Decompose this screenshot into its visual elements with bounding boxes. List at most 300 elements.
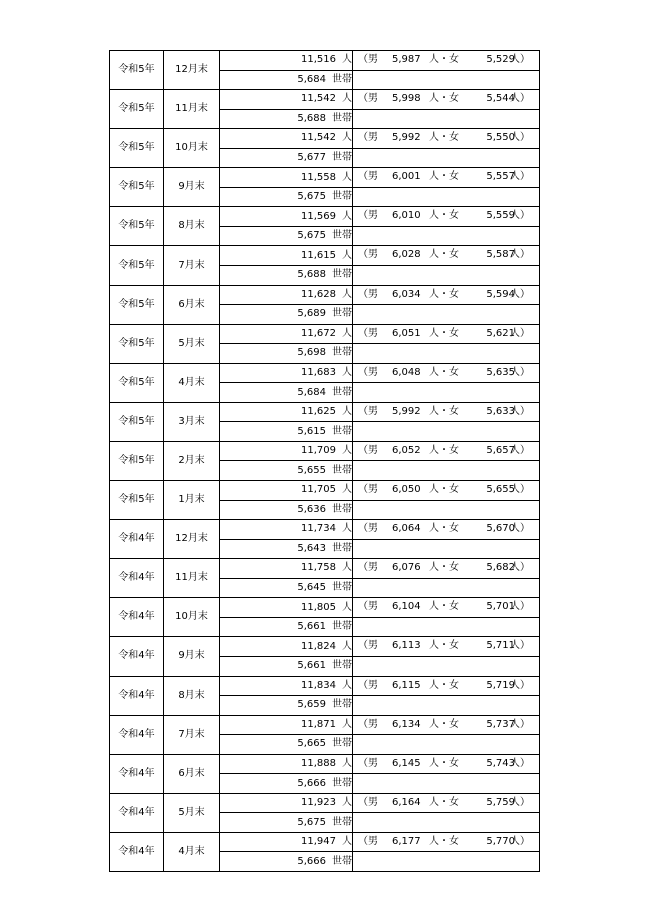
population-value: 11,625 [301, 406, 336, 418]
male-label: （男 [358, 171, 378, 183]
blank-cell [353, 422, 540, 442]
population-cell [220, 441, 353, 461]
households-value: 5,615 [297, 425, 326, 437]
persons-unit: 人 [342, 836, 352, 848]
population-value: 11,683 [301, 367, 336, 379]
persons-unit: 人 [342, 562, 352, 574]
households-cell [220, 187, 353, 207]
persons-unit: 人 [342, 640, 352, 652]
population-cell [220, 637, 353, 657]
households-value: 5,688 [297, 112, 326, 124]
era-cell: 令和5年 [110, 441, 164, 480]
households-unit: 世帯 [332, 542, 352, 554]
persons-unit: 人 [342, 445, 352, 457]
households-unit: 世帯 [332, 347, 352, 359]
population-value: 11,542 [301, 132, 336, 144]
record-row-population [110, 363, 540, 383]
population-cell [220, 129, 353, 149]
era-cell: 令和5年 [110, 129, 164, 168]
households-value: 5,688 [297, 269, 326, 281]
era-cell: 令和4年 [110, 793, 164, 832]
female-value: 5,711 [486, 640, 515, 652]
close-label: 人） [510, 93, 530, 105]
households-cell [220, 696, 353, 716]
male-value: 6,051 [392, 327, 421, 339]
female-value: 5,670 [486, 523, 515, 535]
male-label: （男 [358, 796, 378, 808]
male-value: 6,064 [392, 523, 421, 535]
record-row-population [110, 832, 540, 852]
male-value: 6,113 [392, 640, 421, 652]
male-value: 6,164 [392, 796, 421, 808]
blank-cell [353, 617, 540, 637]
households-cell [220, 383, 353, 403]
households-unit: 世帯 [332, 152, 352, 163]
close-label: 人） [510, 523, 530, 535]
female-label: 人・女 [429, 327, 459, 339]
month-cell: 8月末 [164, 207, 220, 246]
blank-cell [353, 187, 540, 207]
households-value: 5,675 [297, 230, 326, 242]
population-cell [220, 402, 353, 422]
households-cell [220, 852, 353, 872]
population-cell [220, 832, 353, 852]
population-cell [220, 676, 353, 696]
households-cell [220, 617, 353, 637]
month-cell: 5月末 [164, 324, 220, 363]
male-label: （男 [358, 405, 378, 417]
population-cell [220, 51, 353, 71]
month-cell: 7月末 [164, 246, 220, 285]
record-row-population [110, 754, 540, 774]
households-unit: 世帯 [332, 738, 352, 750]
female-value: 5,544 [486, 93, 515, 105]
female-label: 人・女 [429, 601, 459, 613]
population-value: 11,705 [301, 484, 336, 496]
households-value: 5,636 [297, 503, 326, 515]
households-cell [220, 148, 353, 168]
male-label: （男 [358, 562, 378, 574]
population-cell [220, 520, 353, 540]
female-label: 人・女 [429, 54, 459, 65]
record-row-population [110, 715, 540, 735]
households-unit: 世帯 [332, 503, 352, 515]
male-value: 6,076 [392, 562, 421, 574]
male-value: 6,052 [392, 444, 421, 456]
male-value: 6,010 [392, 210, 421, 222]
sex-breakdown-cell [353, 520, 540, 540]
households-unit: 世帯 [332, 699, 352, 711]
month-cell: 4月末 [164, 832, 220, 871]
month-cell: 11月末 [164, 90, 220, 129]
male-value: 6,028 [392, 249, 421, 261]
era-cell: 令和5年 [110, 168, 164, 207]
households-cell [220, 109, 353, 129]
sex-breakdown-cell [353, 90, 540, 110]
blank-cell [353, 266, 540, 286]
female-value: 5,682 [486, 562, 515, 574]
month-cell: 9月末 [164, 637, 220, 676]
population-value: 11,516 [301, 54, 336, 66]
male-label: （男 [358, 366, 378, 378]
persons-unit: 人 [342, 288, 352, 300]
households-value: 5,675 [297, 191, 326, 203]
male-label: （男 [358, 132, 378, 144]
female-label: 人・女 [429, 562, 459, 574]
population-table-body [110, 51, 540, 872]
sex-breakdown-cell [353, 285, 540, 305]
close-label: 人） [510, 796, 530, 808]
era-cell: 令和5年 [110, 481, 164, 520]
blank-cell [353, 578, 540, 598]
female-value: 5,587 [486, 249, 515, 261]
blank-cell [353, 148, 540, 168]
female-label: 人・女 [429, 757, 459, 769]
female-value: 5,701 [486, 601, 515, 613]
sex-breakdown-cell [353, 441, 540, 461]
record-row-population [110, 520, 540, 540]
female-label: 人・女 [429, 93, 459, 105]
population-cell [220, 754, 353, 774]
female-value: 5,529 [486, 54, 515, 65]
households-value: 5,666 [297, 777, 326, 789]
male-value: 6,115 [392, 679, 421, 691]
population-value: 11,871 [301, 718, 336, 730]
sex-breakdown-cell [353, 637, 540, 657]
sex-breakdown-cell [353, 402, 540, 422]
male-value: 6,050 [392, 484, 421, 496]
record-row-population [110, 793, 540, 813]
male-label: （男 [358, 757, 378, 769]
persons-unit: 人 [342, 679, 352, 691]
blank-cell [353, 500, 540, 520]
sex-breakdown-cell [353, 51, 540, 71]
households-cell [220, 735, 353, 755]
era-cell: 令和4年 [110, 559, 164, 598]
households-cell [220, 656, 353, 676]
sex-breakdown-cell [353, 168, 540, 188]
era-cell: 令和5年 [110, 363, 164, 402]
male-label: （男 [358, 210, 378, 222]
blank-cell [353, 656, 540, 676]
female-value: 5,594 [486, 288, 515, 300]
era-cell: 令和5年 [110, 90, 164, 129]
persons-unit: 人 [342, 171, 352, 183]
month-cell: 10月末 [164, 598, 220, 637]
sex-breakdown-cell [353, 246, 540, 266]
close-label: 人） [510, 757, 530, 769]
month-cell: 8月末 [164, 676, 220, 715]
record-row-population [110, 90, 540, 110]
households-unit: 世帯 [332, 777, 352, 789]
persons-unit: 人 [342, 93, 352, 105]
population-value: 11,709 [301, 445, 336, 457]
population-cell [220, 246, 353, 266]
sex-breakdown-cell [353, 676, 540, 696]
male-label: （男 [358, 484, 378, 496]
close-label: 人） [510, 601, 530, 613]
month-cell: 2月末 [164, 441, 220, 480]
households-value: 5,689 [297, 308, 326, 320]
close-label: 人） [510, 366, 530, 378]
population-value: 11,615 [301, 249, 336, 261]
male-label: （男 [358, 327, 378, 339]
close-label: 人） [510, 679, 530, 691]
population-value: 11,888 [301, 757, 336, 769]
population-value: 11,923 [301, 797, 336, 809]
record-row-population [110, 481, 540, 501]
record-row-population [110, 441, 540, 461]
record-row-population [110, 285, 540, 305]
record-row-population [110, 598, 540, 618]
record-row-population [110, 129, 540, 149]
households-cell [220, 305, 353, 325]
male-value: 6,134 [392, 718, 421, 730]
persons-unit: 人 [342, 718, 352, 730]
blank-cell [353, 813, 540, 833]
male-label: （男 [358, 444, 378, 456]
era-cell: 令和4年 [110, 598, 164, 637]
persons-unit: 人 [342, 367, 352, 379]
population-cell [220, 207, 353, 227]
close-label: 人） [510, 405, 530, 417]
close-label: 人） [510, 562, 530, 574]
female-label: 人・女 [429, 366, 459, 378]
households-value: 5,661 [297, 660, 326, 672]
close-label: 人） [510, 249, 530, 261]
month-cell: 10月末 [164, 129, 220, 168]
era-cell: 令和5年 [110, 402, 164, 441]
population-value: 11,672 [301, 327, 336, 339]
population-value: 11,628 [301, 288, 336, 300]
population-value: 11,734 [301, 523, 336, 535]
record-row-population [110, 637, 540, 657]
month-cell: 1月末 [164, 481, 220, 520]
female-value: 5,743 [486, 757, 515, 769]
female-value: 5,770 [486, 835, 515, 847]
households-unit: 世帯 [332, 660, 352, 672]
households-value: 5,661 [297, 621, 326, 633]
sex-breakdown-cell [353, 598, 540, 618]
households-value: 5,698 [297, 347, 326, 359]
blank-cell [353, 70, 540, 90]
persons-unit: 人 [342, 132, 352, 144]
sex-breakdown-cell [353, 207, 540, 227]
blank-cell [353, 383, 540, 403]
month-cell: 12月末 [164, 520, 220, 559]
persons-unit: 人 [342, 601, 352, 613]
sex-breakdown-cell [353, 363, 540, 383]
blank-cell [353, 461, 540, 481]
blank-cell [353, 109, 540, 129]
households-cell [220, 70, 353, 90]
close-label: 人） [510, 835, 530, 847]
male-value: 6,001 [392, 171, 421, 183]
households-value: 5,675 [297, 816, 326, 828]
female-value: 5,633 [486, 405, 515, 417]
era-cell: 令和5年 [110, 51, 164, 90]
record-row-population [110, 676, 540, 696]
female-value: 5,635 [486, 366, 515, 378]
population-table [109, 50, 540, 872]
close-label: 人） [510, 327, 530, 339]
persons-unit: 人 [342, 54, 352, 66]
record-row-population [110, 402, 540, 422]
households-unit: 世帯 [332, 112, 352, 124]
close-label: 人） [510, 640, 530, 652]
female-label: 人・女 [429, 288, 459, 300]
female-value: 5,621 [486, 327, 515, 339]
era-cell: 令和4年 [110, 754, 164, 793]
population-value: 11,569 [301, 210, 336, 222]
households-value: 5,659 [297, 699, 326, 711]
persons-unit: 人 [342, 484, 352, 496]
female-label: 人・女 [429, 523, 459, 535]
population-cell [220, 481, 353, 501]
female-label: 人・女 [429, 484, 459, 496]
month-cell: 12月末 [164, 51, 220, 90]
male-label: （男 [358, 640, 378, 652]
female-label: 人・女 [429, 132, 459, 144]
male-label: （男 [358, 523, 378, 535]
era-cell: 令和4年 [110, 715, 164, 754]
male-label: （男 [358, 288, 378, 300]
persons-unit: 人 [342, 757, 352, 769]
population-cell [220, 598, 353, 618]
era-cell: 令和5年 [110, 246, 164, 285]
male-value: 6,034 [392, 288, 421, 300]
female-label: 人・女 [429, 796, 459, 808]
sex-breakdown-cell [353, 793, 540, 813]
month-cell: 6月末 [164, 285, 220, 324]
female-label: 人・女 [429, 405, 459, 417]
households-value: 5,666 [297, 855, 326, 867]
households-unit: 世帯 [332, 269, 352, 281]
households-value: 5,645 [297, 582, 326, 594]
female-value: 5,759 [486, 796, 515, 808]
record-row-population [110, 559, 540, 579]
persons-unit: 人 [342, 249, 352, 261]
population-cell [220, 90, 353, 110]
close-label: 人） [510, 171, 530, 183]
households-cell [220, 461, 353, 481]
sex-breakdown-cell [353, 129, 540, 149]
male-label: （男 [358, 835, 378, 847]
sex-breakdown-cell [353, 559, 540, 579]
month-cell: 5月末 [164, 793, 220, 832]
households-unit: 世帯 [332, 425, 352, 437]
sex-breakdown-cell [353, 715, 540, 735]
male-label: （男 [358, 601, 378, 613]
households-cell [220, 813, 353, 833]
male-value: 6,104 [392, 601, 421, 613]
blank-cell [353, 539, 540, 559]
households-unit: 世帯 [332, 73, 352, 85]
female-value: 5,737 [486, 718, 515, 730]
persons-unit: 人 [342, 797, 352, 809]
population-value: 11,834 [301, 679, 336, 691]
households-unit: 世帯 [332, 816, 352, 828]
households-cell [220, 422, 353, 442]
month-cell: 6月末 [164, 754, 220, 793]
population-value: 11,758 [301, 562, 336, 574]
record-row-population [110, 168, 540, 188]
blank-cell [353, 735, 540, 755]
era-cell: 令和5年 [110, 285, 164, 324]
male-label: （男 [358, 54, 378, 65]
close-label: 人） [510, 444, 530, 456]
households-cell [220, 266, 353, 286]
population-cell [220, 793, 353, 813]
households-unit: 世帯 [332, 621, 352, 633]
households-unit: 世帯 [332, 230, 352, 242]
population-value: 11,558 [301, 171, 336, 183]
close-label: 人） [510, 132, 530, 144]
female-value: 5,550 [486, 132, 515, 144]
close-label: 人） [510, 484, 530, 496]
population-cell [220, 559, 353, 579]
close-label: 人） [510, 288, 530, 300]
households-unit: 世帯 [332, 386, 352, 398]
month-cell: 11月末 [164, 559, 220, 598]
persons-unit: 人 [342, 523, 352, 535]
population-cell [220, 285, 353, 305]
households-cell [220, 539, 353, 559]
persons-unit: 人 [342, 327, 352, 339]
households-unit: 世帯 [332, 191, 352, 203]
blank-cell [353, 774, 540, 794]
male-label: （男 [358, 249, 378, 261]
sex-breakdown-cell [353, 481, 540, 501]
households-cell [220, 500, 353, 520]
female-label: 人・女 [429, 718, 459, 730]
month-cell: 3月末 [164, 402, 220, 441]
female-value: 5,559 [486, 210, 515, 222]
population-value: 11,824 [301, 640, 336, 652]
population-value: 11,947 [301, 836, 336, 848]
close-label: 人） [510, 210, 530, 222]
record-row-population [110, 324, 540, 344]
era-cell: 令和4年 [110, 637, 164, 676]
blank-cell [353, 305, 540, 325]
population-cell [220, 715, 353, 735]
population-value: 11,805 [301, 601, 336, 613]
female-value: 5,557 [486, 171, 515, 183]
sex-breakdown-cell [353, 754, 540, 774]
era-cell: 令和4年 [110, 676, 164, 715]
female-value: 5,719 [486, 679, 515, 691]
households-unit: 世帯 [332, 855, 352, 867]
male-label: （男 [358, 679, 378, 691]
female-label: 人・女 [429, 679, 459, 691]
male-value: 5,992 [392, 405, 421, 417]
female-label: 人・女 [429, 444, 459, 456]
record-row-population [110, 51, 540, 71]
male-value: 5,987 [392, 54, 421, 65]
households-value: 5,684 [297, 386, 326, 398]
households-cell [220, 344, 353, 364]
male-label: （男 [358, 718, 378, 730]
households-cell [220, 226, 353, 246]
households-value: 5,677 [297, 152, 326, 163]
households-unit: 世帯 [332, 308, 352, 320]
blank-cell [353, 696, 540, 716]
households-value: 5,684 [297, 73, 326, 85]
households-value: 5,665 [297, 738, 326, 750]
male-value: 6,048 [392, 366, 421, 378]
era-cell: 令和4年 [110, 832, 164, 871]
month-cell: 7月末 [164, 715, 220, 754]
